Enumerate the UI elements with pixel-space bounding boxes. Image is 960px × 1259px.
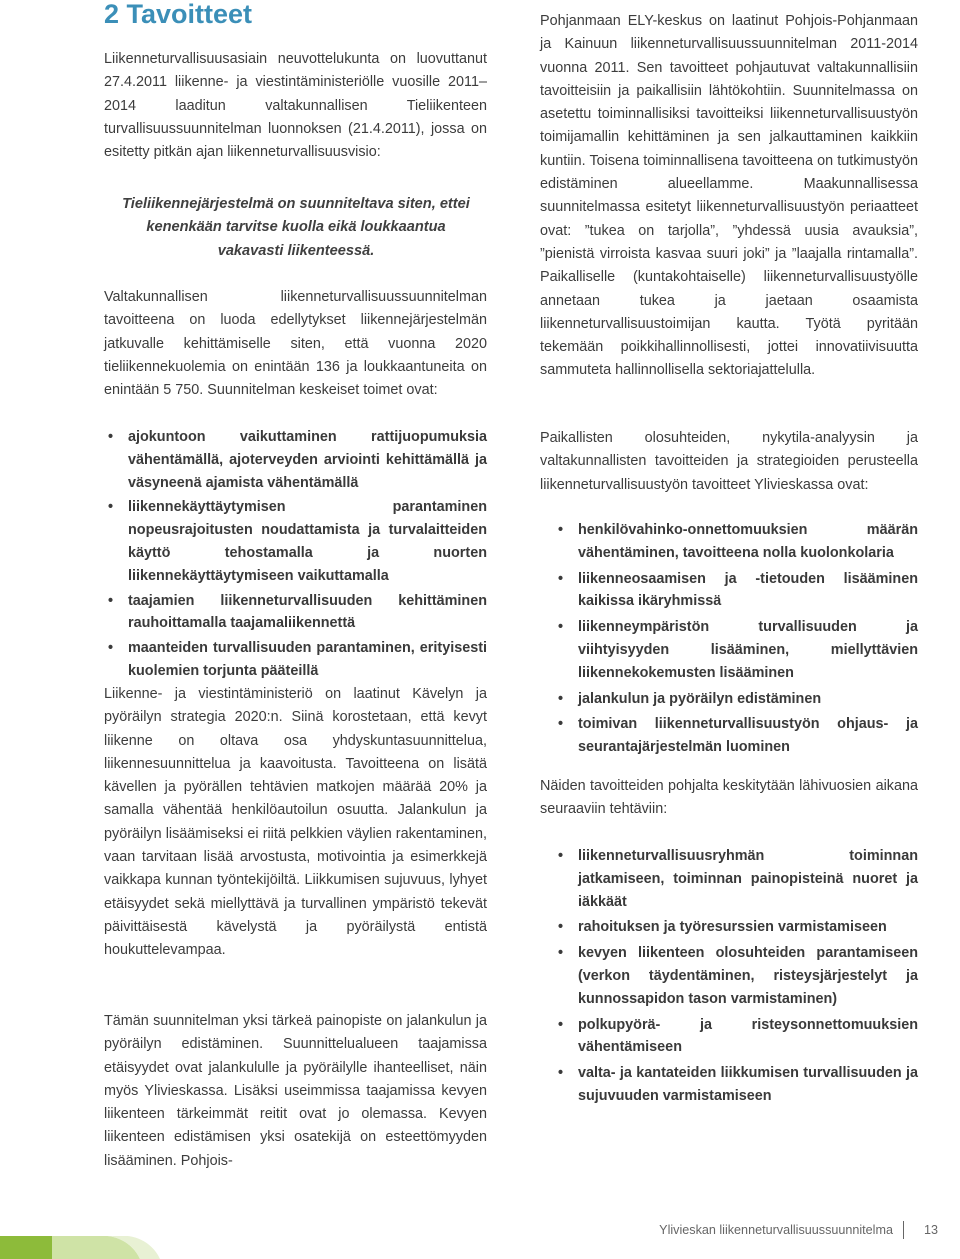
- goals-intro-paragraph: Paikallisten olosuhteiden, nykytila-analyysin ja valtakunnallisten tavoitteiden ja strategioiden perusteella liikenneturvallisuustyön tavoitteet Ylivieskassa ovat:: [540, 430, 918, 493]
- list-item: • valta- ja kantateiden liikkumisen turvallisuuden ja sujuvuuden varmistamiseen: [554, 1062, 918, 1108]
- list-item: • liikenneturvallisuusryhmän toiminnan jatkamiseen, toiminnan painopisteinä nuoret ja iäkkäät: [554, 845, 918, 913]
- ely-paragraph: Pohjanmaan ELY-keskus on laatinut Pohjois-Pohjanmaan ja Kainuun liikenneturvallisuussuunnitelman 2011-2014 vuonna 2011. Sen tavoitteet pohjautuvat valtakunnallisiin tavoitteisiin ja paikallisiin lähtökohtiin. Suunnitelmassa on asetettu toiminnallisiksi tavoitteiksi liikenneturvallisuustyön toimijamallin kehittäminen ja sen jalkauttaminen kaikkiin kuntiin. Toisena toiminnallisena tavoitteena on tutkimustyön edistäminen alueellamme. Maakunnallisessa suunnitelmassa esitetyt liikenneturvallisuustyön periaatteet ovat: ”tukea on tarjolla”, ”yhdessä uusia avauksia”, ”pienistä virroista kasvaa suuri joki” ja ”laajalla rintamalla”. Paikalliselle (kuntakohtaiselle) liikenneturvallisuustyölle annetaan tukea ja jaetaan osaamista liikenneturvallisuustoimijan kautta. Työtä pyritään tekemään poikkihallinnollisesti, jottei innovatiivisuutta sammuteta hallinnollisella sektoriajattelulla.: [540, 13, 918, 379]
- list-item: • kevyen liikenteen olosuhteiden parantamiseen (verkon täydentäminen, risteysjärjestelyt ja kunnossapidon tason varmistaminen): [554, 942, 918, 1010]
- walking-strategy-paragraph: Liikenne- ja viestintäministeriö on laatinut Kävelyn ja pyöräilyn strategia 2020:n. Siinä korostetaan, että kevyt liikenne on oltava osa yhdyskuntasuunnittelua, liikennesuunnittelua ja kaavoitusta. Tavoitteena on lisätä kävellen ja pyörällen tehtävien matkojen määrää 20% ja samalla vähentää henkilöautoilun osuutta. Jalankulun ja pyöräilyn lisäämiseksi ei riitä pelkkien väylien rakentaminen, vaan tarvitaan lisää arvostusta, motivointia ja esimerkkejä vaikkapa kunnan työntekijöiltä. Liikkumisen sujuvuus, lyhyet etäisyydet sekä miellyttävä ja turvallinen ympäristö tekevät päivittäisestä kävelystä ja pyöräilystä entistä houkuttelevampaa.: [104, 686, 487, 959]
- list-item: • polkupyörä- ja risteysonnettomuuksien vähentämiseen: [554, 1014, 918, 1060]
- list-item: • jalankulun ja pyöräilyn edistäminen: [554, 688, 918, 711]
- list-item: • maanteiden turvallisuuden parantaminen, erityisesti kuolemien torjunta pääteillä: [104, 637, 487, 683]
- list-item: • liikenneympäristön turvallisuuden ja viihtyisyyden lisääminen, miellyttävien liikennekokemusten lisääminen: [554, 616, 918, 684]
- list-item: • liikennekäyttäytymisen parantaminen nopeusrajoitusten noudattamista ja turvalaitteiden käyttö tehostamalla ja nuorten liikennekäyttäytymiseen vaikuttamalla: [104, 496, 487, 587]
- vision-quote: Tieliikennejärjestelmä on suunniteltava siten, ettei kenenkään tarvitse kuolla eikä loukkaantua vakavasti liikenteessä.: [122, 196, 470, 259]
- tasks-list: [554, 845, 918, 1108]
- footer-divider: [903, 1221, 904, 1239]
- corner-decoration: [0, 1236, 170, 1259]
- footer-title: Ylivieskan liikenneturvallisuussuunnitelma: [659, 1223, 893, 1237]
- list-item: • henkilövahinko-onnettomuuksien määrän vähentäminen, tavoitteena nolla kuolonkolaria: [554, 519, 918, 565]
- page-footer: [659, 1221, 938, 1239]
- focus-paragraph: Tämän suunnitelman yksi tärkeä painopiste on jalankulun ja pyöräilyn edistäminen. Suunnittelualueen taajamissa etäisyydet ovat jalankululle ja pyöräilylle ihanteelliset, näin myös Ylivieskassa. Lisäksi useimmissa taajamissa kevyen liikenteen tärkeimmät reitit ovat jo olemassa. Kevyen liikenteen edistämisen yksi osatekijä on esteettömyyden lisääminen. Pohjois-: [104, 1013, 487, 1169]
- list-item: • toimivan liikenneturvallisuustyön ohjaus- ja seurantajärjestelmän luominen: [554, 713, 918, 759]
- page-heading: 2 Tavoitteet: [104, 0, 253, 29]
- tasks-intro-paragraph: Näiden tavoitteiden pohjalta keskitytään lähivuosien aikana seuraaviin tehtäviin:: [540, 778, 918, 818]
- list-item: • ajokuntoon vaikuttaminen rattijuopumuksia vähentämällä, ajoterveyden arviointi kehittämällä ja väsyneenä ajamista vähentämällä: [104, 426, 487, 494]
- deco-green-block: [0, 1236, 52, 1259]
- intro-paragraph: Liikenneturvallisuusasiain neuvottelukunta on luovuttanut 27.4.2011 liikenne- ja viestintäministeriölle vuosille 2011–2014 laaditun valtakunnallisen Tieliikenteen turvallisuussuunnitelman luonnoksen (21.4.2011), jossa on esitetty pitkän ajan liikenneturvallisuusvisio:: [104, 51, 487, 161]
- key-actions-list: [104, 426, 487, 683]
- page-number: 13: [923, 1223, 938, 1237]
- list-item: • taajamien liikenneturvallisuuden kehittäminen rauhoittamalla taajamaliikennettä: [104, 590, 487, 636]
- list-item: • rahoituksen ja työresurssien varmistamiseen: [554, 916, 918, 939]
- list-item: • liikenneosaamisen ja -tietouden lisääminen kaikissa ikäryhmissä: [554, 568, 918, 614]
- goals-list: [554, 519, 918, 759]
- national-plan-paragraph: Valtakunnallisen liikenneturvallisuussuunnitelman tavoitteena on luoda edellytykset liikennejärjestelmän jatkuvalle kehittämiselle siten, että vuonna 2020 tieliikennekuolemia on enintään 136 ja loukkaantuneita on enintään 5 750. Suunnitelman keskeiset toimet ovat:: [104, 289, 487, 399]
